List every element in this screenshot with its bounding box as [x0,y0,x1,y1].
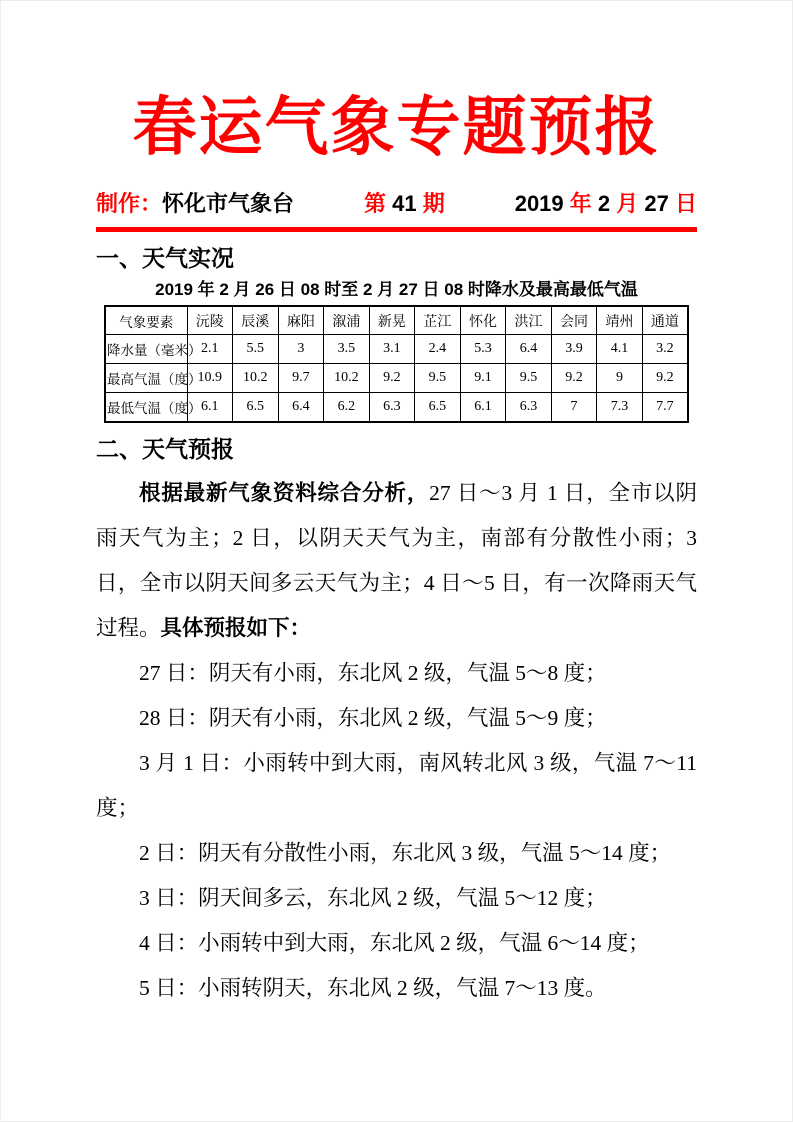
header-cell-station: 辰溪 [233,306,279,335]
observation-table [104,305,689,423]
value-cell: 6.3 [369,393,415,422]
header-cell-station: 怀化 [460,306,506,335]
date-year-unit: 年 [563,190,598,216]
value-cell: 7.7 [642,393,688,422]
value-cell: 6.5 [233,393,279,422]
producer-name: 怀化市气象台 [162,190,295,216]
header-cell-station: 会同 [551,306,597,335]
row-label: 最高气温（度） [105,364,187,393]
value-cell: 9.2 [642,364,688,393]
forecast-item-day27: 27 日：阴天有小雨，东北风 2 级，气温 5～8 度； [139,660,607,685]
value-cell: 6.1 [187,393,233,422]
header-cell-element: 气象要素 [105,306,187,335]
value-cell: 5.5 [233,335,279,364]
value-cell: 5.3 [460,335,506,364]
value-cell: 9.5 [415,364,461,393]
value-cell: 3.5 [324,335,370,364]
value-cell: 6.4 [506,335,552,364]
header-cell-station: 沅陵 [187,306,233,335]
table-row-min-temp [105,393,688,422]
intro-bold-tail: 具体预报如下： [160,615,312,640]
forecast-item-day5: 5 日：小雨转阴天，东北风 2 级，气温 7～13 度。 [139,975,607,1000]
table-header-row [105,306,688,335]
document-title: 春运气象专题预报 [132,92,661,163]
value-cell: 9 [597,364,643,393]
forecast-item-day4: 4 日：小雨转中到大雨，东北风 2 级，气温 6～14 度； [139,930,650,955]
issue-prefix: 第 [364,190,393,216]
producer-label: 制作： [96,190,163,216]
header-cell-station: 溆浦 [324,306,370,335]
value-cell: 10.2 [324,364,370,393]
value-cell: 10.9 [187,364,233,393]
value-cell: 6.4 [278,393,324,422]
date-day-unit: 日 [668,190,697,216]
date-year: 2019 [514,190,564,216]
value-cell: 7.3 [597,393,643,422]
masthead [96,189,697,232]
value-cell: 9.1 [460,364,506,393]
observation-table-title: 2019 年 2 月 26 日 08 时至 2 月 27 日 08 时降水及最高最低气温 [155,279,638,299]
value-cell: 2.4 [415,335,461,364]
header-cell-station: 麻阳 [278,306,324,335]
section-heading-forecast: 二、天气预报 [96,435,234,462]
masthead-producer [96,189,294,219]
forecast-item-day3: 3 日：阴天间多云，东北风 2 级，气温 5～12 度； [139,885,607,910]
header-cell-station: 新晃 [369,306,415,335]
value-cell: 3.1 [369,335,415,364]
row-label: 最低气温（度） [105,393,187,422]
header-cell-station: 洪江 [506,306,552,335]
table-row-max-temp [105,364,688,393]
value-cell: 10.2 [233,364,279,393]
value-cell: 9.2 [369,364,415,393]
value-cell: 9.7 [278,364,324,393]
value-cell: 9.2 [551,364,597,393]
value-cell: 9.5 [506,364,552,393]
value-cell: 2.1 [187,335,233,364]
masthead-issue [364,189,445,219]
date-day: 27 [644,190,669,216]
value-cell: 6.1 [460,393,506,422]
value-cell: 7 [551,393,597,422]
value-cell: 6.2 [324,393,370,422]
date-month-unit: 月 [610,190,645,216]
forecast-item-day28: 28 日：阴天有小雨，东北风 2 级，气温 5～9 度； [139,705,607,730]
value-cell: 6.5 [415,393,461,422]
masthead-date [515,189,697,219]
issue-number: 41 [392,190,417,216]
intro-bold-lead: 根据最新气象资料综合分析， [139,480,430,505]
forecast-intro-paragraph [96,471,697,651]
intro-body-text: 27 日～3 月 1 日，全市以阴雨天气为主；2 日，以阴天天气为主，南部有分散性小雨；3 日，全市以阴天间多云天气为主；4 日～5 日，有一次降雨天气过程。 [96,480,697,640]
value-cell: 4.1 [597,335,643,364]
forecast-item-day2: 2 日：阴天有分散性小雨，东北风 3 级，气温 5～14 度； [139,840,672,865]
value-cell: 6.3 [506,393,552,422]
value-cell: 3.2 [642,335,688,364]
row-label: 降水量（毫米） [105,335,187,364]
header-cell-station: 通道 [642,306,688,335]
value-cell: 3 [278,335,324,364]
issue-suffix: 期 [416,190,445,216]
value-cell: 3.9 [551,335,597,364]
forecast-item-mar1: 3 月 1 日：小雨转中到大雨，南风转北风 3 级，气温 7～11 度； [96,750,697,820]
section-heading-actual-weather: 一、天气实况 [96,244,234,271]
header-cell-station: 靖州 [597,306,643,335]
table-row-precipitation [105,335,688,364]
date-month: 2 [597,190,611,216]
header-cell-station: 芷江 [415,306,461,335]
